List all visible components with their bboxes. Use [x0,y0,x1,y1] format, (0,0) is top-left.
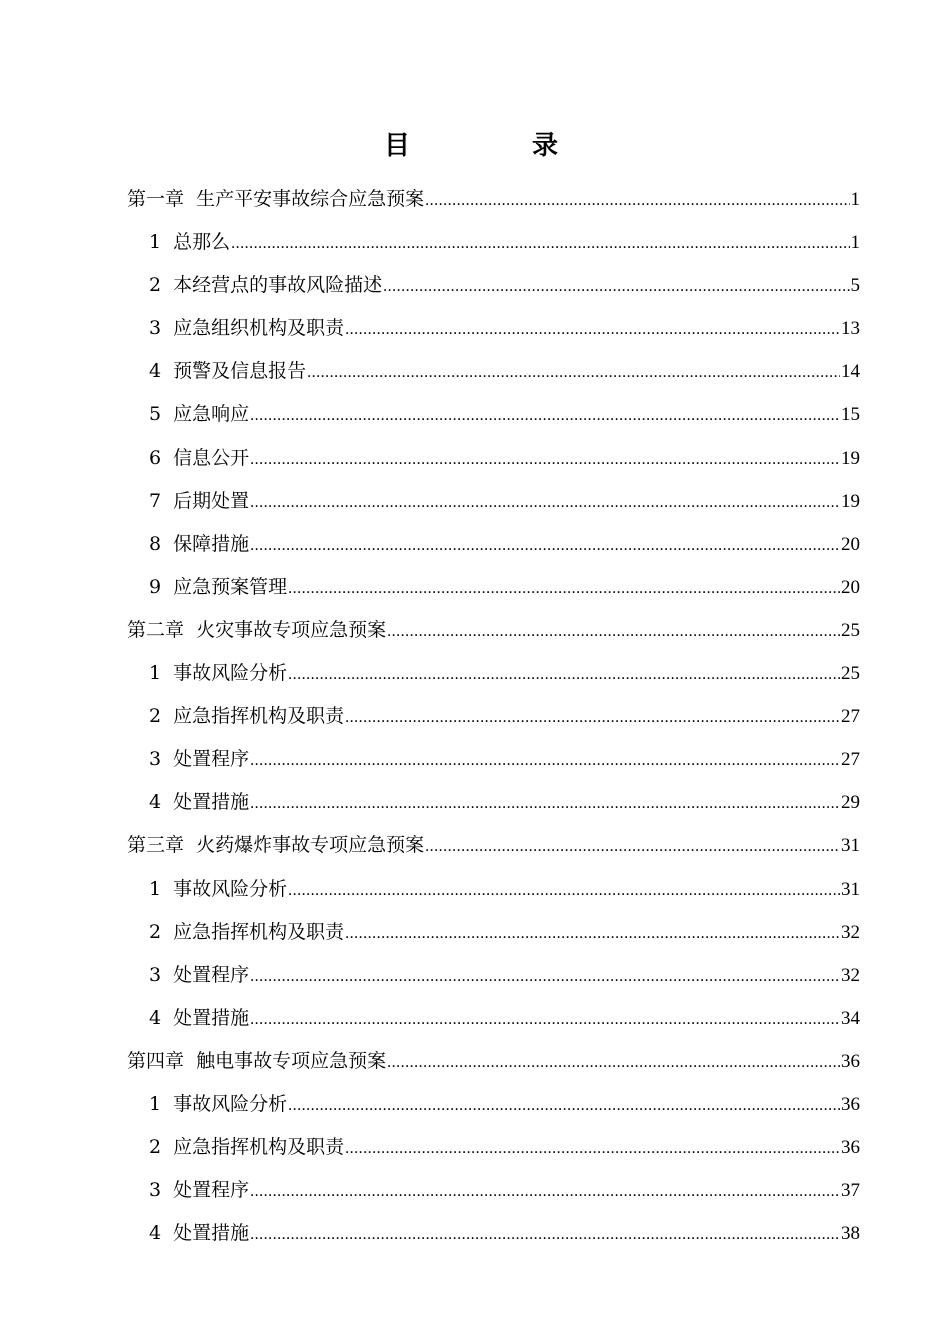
toc-dot-leader [387,610,840,652]
toc-page-number: 38 [841,1223,860,1245]
toc-section-entry[interactable] [127,1212,860,1255]
toc-entry-label: 5 应急响应 [149,403,250,426]
toc-list [127,178,860,1255]
toc-entry-label: 7 后期处置 [149,489,250,512]
toc-dot-leader [250,524,840,566]
toc-entry-label: 3 处置程序 [149,1179,250,1202]
toc-dot-leader [250,998,840,1040]
toc-entry-label: 8 保障措施 [149,532,250,555]
toc-section-entry[interactable] [127,1169,860,1212]
toc-page-number: 34 [841,1007,860,1029]
toc-dot-leader [250,955,840,997]
toc-page-number: 5 [850,275,860,297]
toc-dot-leader [345,1127,840,1169]
toc-page-number: 29 [841,792,860,814]
toc-dot-leader [288,1084,840,1126]
toc-section-entry[interactable] [127,695,860,738]
toc-dot-leader [387,1041,840,1083]
toc-dot-leader [250,739,840,781]
toc-entry-label: 4 预警及信息报告 [149,360,307,383]
toc-section-entry[interactable] [127,523,860,566]
toc-dot-leader [250,1213,840,1255]
toc-entry-label: 4 处置措施 [149,791,250,814]
toc-page-number: 25 [841,663,860,685]
toc-chapter-entry[interactable] [127,1040,860,1083]
toc-dot-leader [345,696,840,738]
toc-page-number: 20 [841,576,860,598]
toc-section-entry[interactable] [127,738,860,781]
toc-page-number: 19 [841,490,860,512]
toc-section-entry[interactable] [127,781,860,824]
toc-chapter-entry[interactable] [127,824,860,867]
toc-title: 目 录 [383,131,606,161]
toc-page-number: 19 [841,447,860,469]
toc-page-number: 31 [841,878,860,900]
toc-entry-label: 第一章 生产平安事故综合应急预案 [127,188,425,210]
toc-entry-label: 4 处置措施 [149,1222,250,1245]
toc-dot-leader [425,179,849,221]
toc-dot-leader [250,1170,840,1212]
toc-page-number: 13 [841,318,860,340]
toc-section-entry[interactable] [127,868,860,911]
toc-entry-label: 2 应急指挥机构及职责 [149,705,345,728]
toc-entry-label: 6 信息公开 [149,446,250,469]
toc-page-number: 32 [841,964,860,986]
toc-entry-label: 第二章 火灾事故专项应急预案 [127,618,387,641]
toc-page-number: 36 [841,1093,860,1115]
toc-dot-leader [383,265,849,307]
toc-chapter-entry[interactable] [127,609,860,652]
toc-dot-leader [250,394,840,436]
toc-page-number: 31 [841,835,860,857]
toc-dot-leader [288,653,840,695]
toc-dot-leader [307,351,840,393]
toc-entry-label: 3 处置程序 [149,963,250,986]
toc-section-entry[interactable] [127,566,860,609]
toc-chapter-entry[interactable] [127,178,860,221]
toc-section-entry[interactable] [127,307,860,350]
toc-entry-label: 1 事故风险分析 [149,877,288,900]
toc-dot-leader [345,912,840,954]
toc-entry-label: 第四章 触电事故专项应急预案 [127,1049,387,1072]
toc-section-entry[interactable] [127,350,860,393]
toc-page-number: 14 [841,361,860,383]
toc-section-entry[interactable] [127,1126,860,1169]
toc-page-number: 36 [841,1137,860,1159]
toc-entry-label: 2 本经营点的事故风险描述 [149,274,383,297]
toc-page-number: 32 [841,921,860,943]
toc-page-number: 1 [850,189,860,210]
toc-entry-label: 2 应急指挥机构及职责 [149,920,345,943]
toc-dot-leader [231,222,849,264]
toc-page-number: 27 [841,706,860,728]
toc-dot-leader [288,869,840,911]
toc-entry-label: 3 处置程序 [149,748,250,771]
toc-entry-label: 3 应急组织机构及职责 [149,317,345,340]
toc-section-entry[interactable] [127,1083,860,1126]
toc-dot-leader [288,567,840,609]
toc-entry-label: 1 总那么 [149,231,231,254]
toc-entry-label: 9 应急预案管理 [149,575,288,598]
toc-section-entry[interactable] [127,997,860,1040]
toc-page-number: 37 [841,1180,860,1202]
toc-dot-leader [250,438,840,480]
toc-section-entry[interactable] [127,954,860,997]
toc-section-entry[interactable] [127,437,860,480]
toc-section-entry[interactable] [127,652,860,695]
toc-entry-label: 4 处置措施 [149,1006,250,1029]
toc-page-number: 36 [841,1050,860,1072]
toc-entry-label: 1 事故风险分析 [149,1092,288,1115]
toc-page-number: 27 [841,749,860,771]
toc-section-entry[interactable] [127,393,860,436]
toc-page-number: 20 [841,533,860,555]
toc-section-entry[interactable] [127,911,860,954]
toc-entry-label: 第三章 火药爆炸事故专项应急预案 [127,834,425,857]
toc-dot-leader [345,308,840,350]
toc-entry-label: 2 应急指挥机构及职责 [149,1136,345,1159]
toc-page-number: 1 [850,232,860,254]
toc-page-number: 15 [841,404,860,426]
toc-page-number: 25 [841,619,860,641]
toc-dot-leader [425,825,840,867]
toc-dot-leader [250,782,840,824]
toc-section-entry[interactable] [127,480,860,523]
toc-dot-leader [250,481,840,523]
toc-section-entry[interactable] [127,221,860,264]
toc-entry-label: 1 事故风险分析 [149,662,288,685]
toc-section-entry[interactable] [127,264,860,307]
